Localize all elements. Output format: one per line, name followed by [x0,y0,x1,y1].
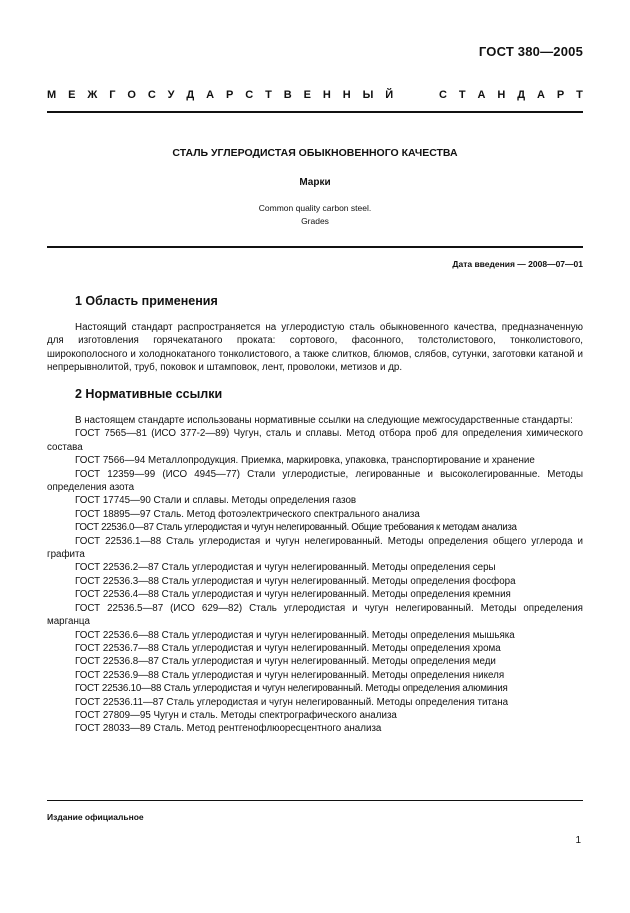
reference-item: ГОСТ 22536.10—88 Сталь углеродистая и чугун нелегированный. Методы определения алюминия [75,683,508,695]
document-title: СТАЛЬ УГЛЕРОДИСТАЯ ОБЫКНОВЕННОГО КАЧЕСТВА [172,147,458,159]
reference-item: ГОСТ 22536.1—88 Сталь углеродистая и чугун нелегированный. Методы определения общего углерода и графита [47,535,583,561]
title-rule [47,246,583,248]
section-2-intro: В настоящем стандарте использованы нормативные ссылки на следующие межгосударственные стандарты: [75,415,573,426]
footer-rule [47,800,583,801]
english-title-line: Grades [301,216,329,226]
reference-item: ГОСТ 22536.3—88 Сталь углеродистая и чугун нелегированный. Методы определения фосфора [75,575,516,587]
banner-letter: Н [342,89,351,101]
reference-item: ГОСТ 7565—81 (ИСО 377-2—89) Чугун, сталь и сплавы. Метод отбора проб для определения химического состава [47,428,583,453]
reference-item: ГОСТ 22536.4—88 Сталь углеродистая и чугун нелегированный. Методы определения кремния [75,589,511,601]
banner-letter: Н [497,89,506,101]
reference-item: ГОСТ 22536.6—88 Сталь углеродистая и чугун нелегированный. Методы определения мышьяка [75,629,515,641]
banner-letter: Т [265,89,272,101]
section-1-heading: 1 Область применения [75,294,218,308]
reference-item: ГОСТ 12359—99 (ИСО 4945—77) Стали углеродистые, легированные и высоколегированные. Методы определения азота [47,468,583,494]
banner-letter: Ж [87,89,98,101]
banner-letter: Д [186,89,195,101]
banner-letter: В [283,89,292,101]
banner-letter: Ы [362,89,374,101]
banner-letter: Е [303,89,311,101]
reference-item: ГОСТ 28033—89 Сталь. Метод рентгенофлюоресцентного анализа [75,723,382,735]
section-1-paragraph: Настоящий стандарт распространяется на углеродистую сталь обыкновенного качества, предназначенную для изготовления горячекатаного проката: сортового, фасонного, толстолистового, тонколистового, широкополосного и холоднокатаного тонколистового, а также слитков, блюмов, слябов, сутунки, заготовки катаной и непрерывнолитой, труб, поковок и штамповок, лент, проволоки, метизов и др. [47,322,583,374]
section-2-body [47,414,583,736]
introduction-date: Дата введения — 2008—07—01 [452,259,583,269]
english-title-line: Common quality carbon steel. [258,203,372,213]
reference-item: ГОСТ 27809—95 Чугун и сталь. Методы спектрографического анализа [75,709,397,721]
banner-letter: А [536,89,545,101]
banner-letter: С [245,89,254,101]
header-rule [47,111,583,113]
section-1-body [47,321,583,375]
banner-letter: Н [322,89,331,101]
banner-letter: Р [556,89,565,101]
standard-number: ГОСТ 380—2005 [478,44,583,59]
reference-item: ГОСТ 18895—97 Сталь. Метод фотоэлектрического спектрального анализа [75,508,420,520]
english-title [0,202,630,228]
banner-letter: Т [576,89,583,101]
reference-item: ГОСТ 22536.9—88 Сталь углеродистая и чугун нелегированный. Методы определения никеля [75,669,505,681]
section-2-heading: 2 Нормативные ссылки [75,387,223,401]
banner-letter: С [147,89,156,101]
document-subtitle: Марки [299,177,331,188]
banner-letter: Т [458,89,466,101]
banner-letter: А [206,89,215,101]
reference-item: ГОСТ 22536.2—87 Сталь углеродистая и чугун нелегированный. Методы определения серы [75,562,496,574]
reference-item: ГОСТ 22536.8—87 Сталь углеродистая и чугун нелегированный. Методы определения меди [75,656,496,668]
banner-word-gap [405,88,427,102]
banner-letter: Д [517,89,526,101]
interstate-standard-banner [47,88,583,102]
reference-item: ГОСТ 22536.0—87 Сталь углеродистая и чугун нелегированный. Общие требования к методам анализа [75,522,517,534]
reference-item: ГОСТ 22536.7—88 Сталь углеродистая и чугун нелегированный. Методы определения хрома [75,642,501,654]
reference-item: ГОСТ 22536.5—87 (ИСО 629—82) Сталь углеродистая и чугун нелегированный. Методы определения марганца [47,602,583,628]
banner-letter: Г [109,89,116,101]
reference-item: ГОСТ 7566—94 Металлопродукция. Приемка, маркировка, упаковка, транспортирование и хранение [75,455,535,467]
banner-letter: О [127,89,136,101]
banner-letter: А [477,89,486,101]
reference-item: ГОСТ 17745—90 Стали и сплавы. Методы определения газов [75,495,357,507]
banner-letter: Й [385,89,394,101]
banner-letter: Е [68,89,76,101]
banner-letter: С [439,89,447,101]
banner-letter: М [47,89,57,101]
banner-letter: У [167,89,175,101]
page-number: 1 [575,835,581,846]
reference-item: ГОСТ 22536.11—87 Сталь углеродистая и чугун нелегированный. Методы определения титана [75,696,509,708]
banner-letter: Р [226,89,234,101]
official-edition-label: Издание официальное [47,812,144,822]
